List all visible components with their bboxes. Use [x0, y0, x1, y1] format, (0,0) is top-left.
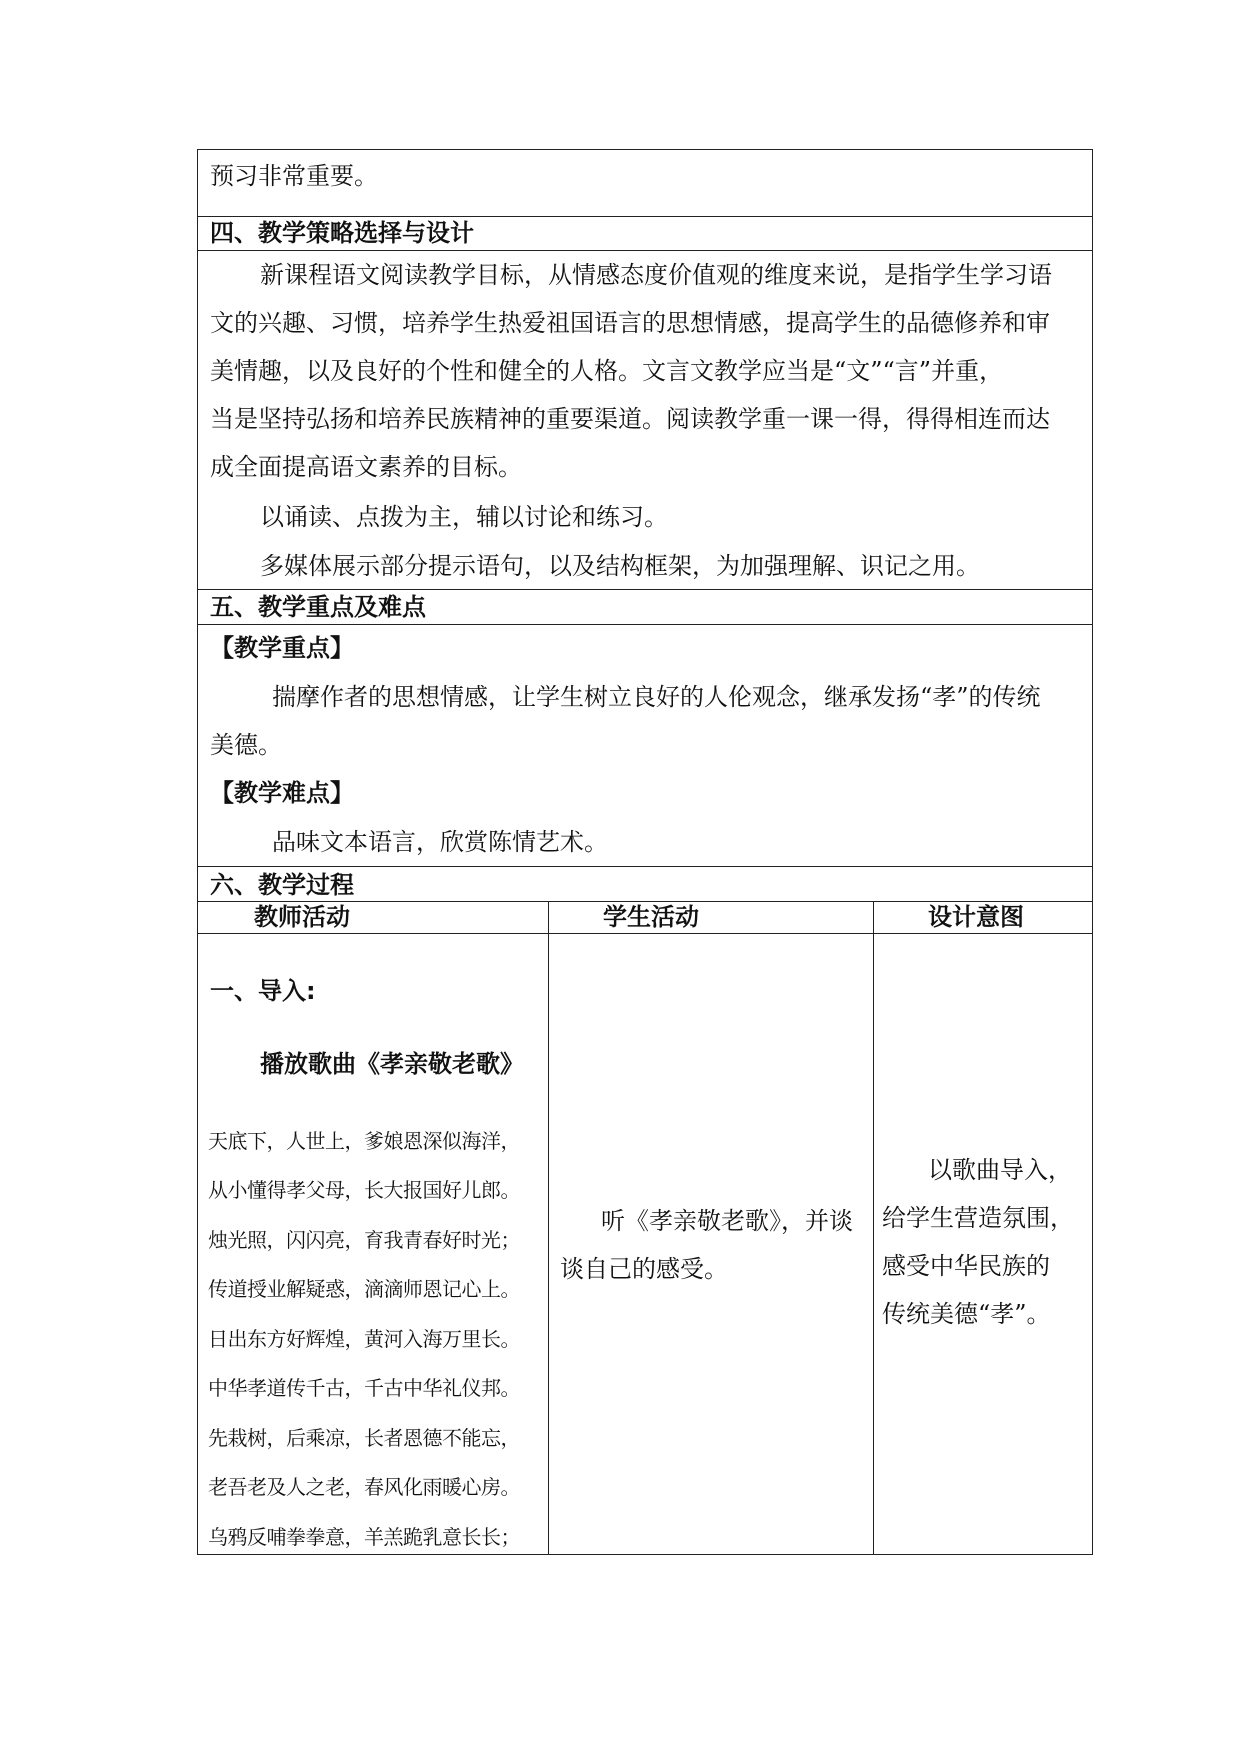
paragraph-line: 新课程语文阅读教学目标，从情感态度价值观的维度来说，是指学生学习语	[260, 261, 1052, 289]
lyric-line: 中华孝道传千古，千古中华礼仪邦。	[208, 1376, 520, 1400]
paragraph-line: 美德。	[210, 731, 282, 759]
lyric-line: 传道授业解疑惑，滴滴师恩记心上。	[208, 1277, 520, 1301]
section-heading-strategy: 四、教学策略选择与设计	[210, 219, 474, 247]
column-divider	[873, 901, 874, 1554]
paragraph: 以诵读、点拨为主，辅以讨论和练习。	[260, 503, 668, 531]
column-header-intent: 设计意图	[928, 903, 1024, 931]
design-intent-line: 以歌曲导入，	[928, 1156, 1072, 1184]
design-intent-line: 传统美德“孝”。	[882, 1300, 1051, 1328]
paragraph-line: 当是坚持弘扬和培养民族精神的重要渠道。阅读教学重一课一得，得得相连而达	[210, 405, 1050, 433]
paragraph: 多媒体展示部分提示语句，以及结构框架，为加强理解、识记之用。	[260, 552, 980, 580]
lyric-line: 烛光照，闪闪亮，育我青春好时光；	[208, 1228, 520, 1252]
design-intent-line: 给学生营造氛围，	[882, 1204, 1074, 1232]
paragraph-line: 美情趣，以及良好的个性和健全的人格。文言文教学应当是“文”“言”并重，	[210, 357, 1004, 385]
lyric-line: 天底下，人世上，爹娘恩深似海洋，	[208, 1129, 520, 1153]
section-heading-key-points: 五、教学重点及难点	[210, 593, 426, 621]
step-title: 一、导入:	[210, 977, 316, 1005]
paragraph-line: 文的兴趣、习惯，培养学生热爱祖国语言的思想情感，提高学生的品德修养和审	[210, 309, 1050, 337]
key-point-label: 【教学重点】	[210, 634, 354, 662]
row-divider	[198, 624, 1092, 625]
design-intent-line: 感受中华民族的	[882, 1252, 1050, 1280]
song-title: 播放歌曲《孝亲敬老歌》	[260, 1050, 524, 1078]
column-header-student: 学生活动	[603, 903, 699, 931]
lyric-line: 日出东方好辉煌，黄河入海万里长。	[208, 1327, 520, 1351]
student-activity-line: 谈自己的感受。	[560, 1255, 728, 1283]
paragraph-line: 揣摩作者的思想情感，让学生树立良好的人伦观念，继承发扬“孝”的传统	[272, 683, 1041, 711]
lyric-line: 老吾老及人之老，春风化雨暖心房。	[208, 1475, 520, 1499]
section-heading-process: 六、教学过程	[210, 871, 354, 899]
paragraph-line: 成全面提高语文素养的目标。	[210, 453, 522, 481]
prev-section-tail: 预习非常重要。	[210, 162, 378, 190]
lyric-line: 乌鸦反哺拳拳意，羊羔跪乳意长长；	[208, 1525, 520, 1549]
row-divider	[198, 866, 1092, 867]
lyric-line: 从小懂得孝父母，长大报国好儿郎。	[208, 1178, 520, 1202]
student-activity-line: 听《孝亲敬老歌》，并谈	[601, 1207, 853, 1235]
paragraph: 品味文本语言，欣赏陈情艺术。	[272, 828, 608, 856]
column-header-teacher: 教师活动	[254, 903, 350, 931]
lyric-line: 先栽树，后乘凉，长者恩德不能忘，	[208, 1426, 520, 1450]
difficulty-label: 【教学难点】	[210, 779, 354, 807]
column-divider	[548, 901, 549, 1554]
